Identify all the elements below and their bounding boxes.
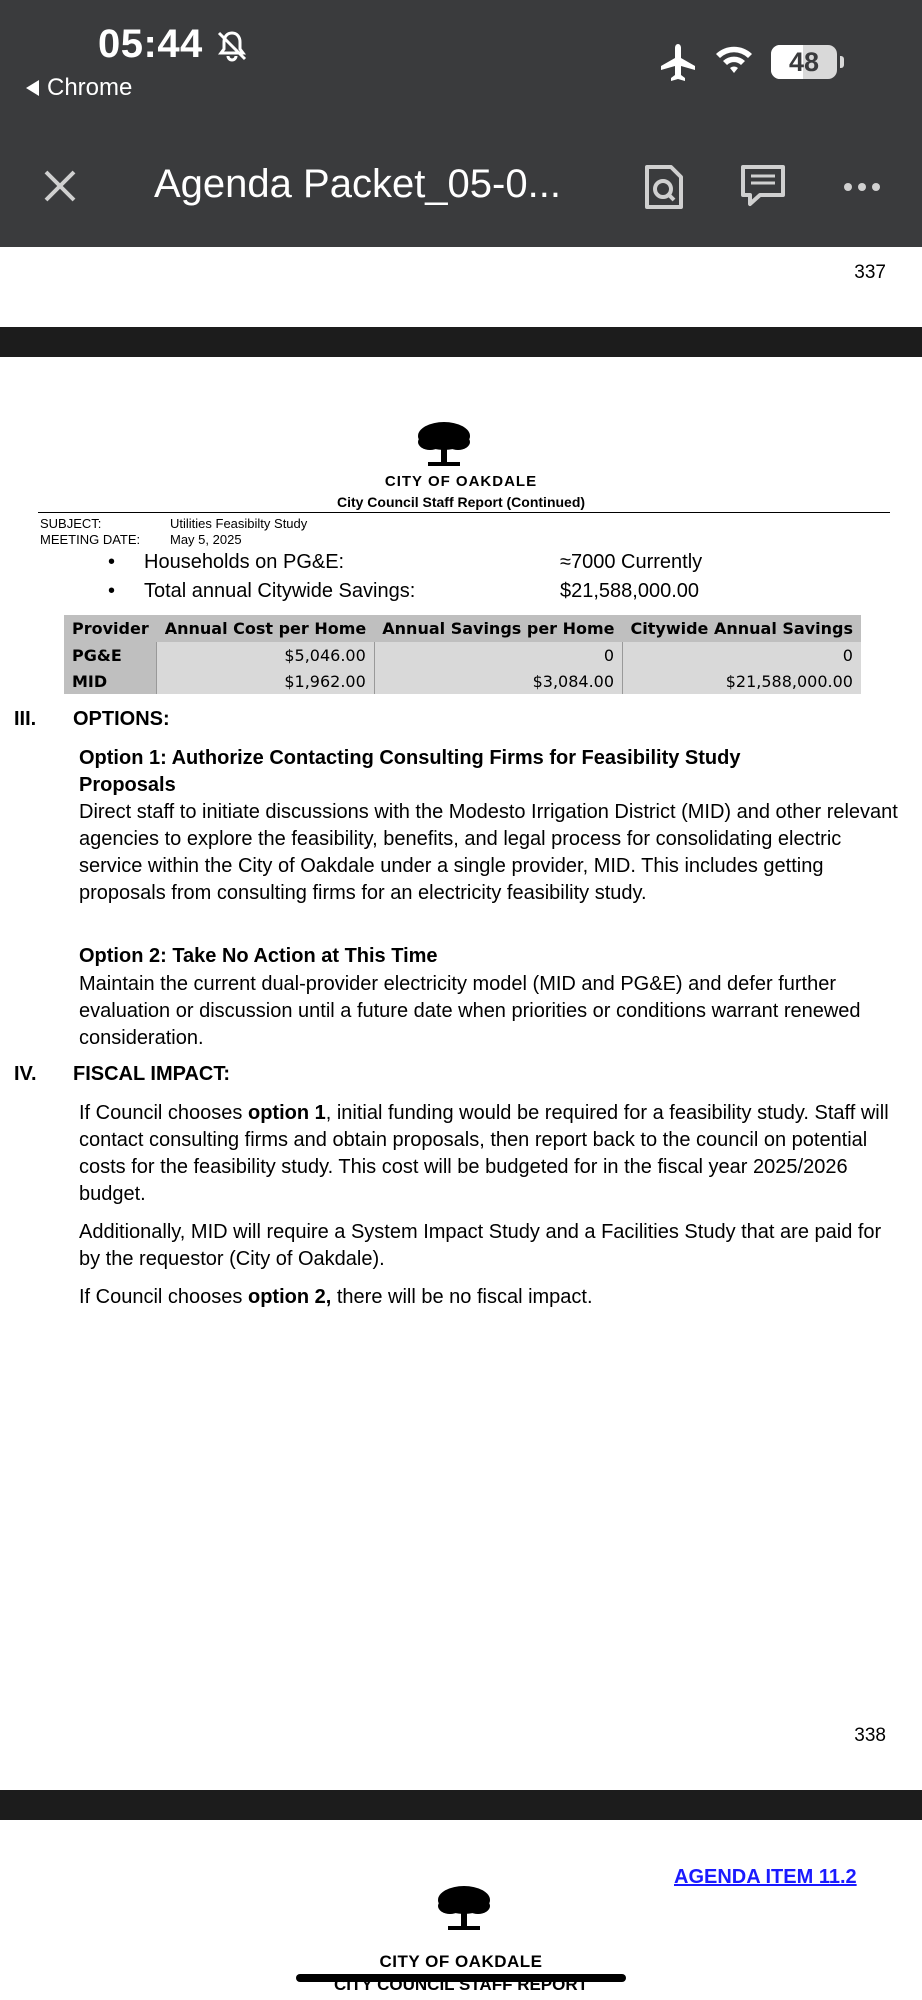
option1-body: Direct staff to initiate discussions with the Modesto Irrigation District (MID) and other relevant agencies to explore the feasibility, benefits, and legal process for consolidating electric service within the City of Oakdale under a single provider, MID. This includes getting proposals from consulting firms for an electricity feasibility study. [79,801,898,904]
section-heading-options [14,708,170,731]
page-separator [0,1790,922,1820]
more-icon[interactable] [842,178,882,196]
table-cell: $21,588,000.00 [623,668,861,694]
table-cell: 0 [374,642,622,668]
meeting-date-value: May 5, 2025 [170,532,242,547]
back-triangle-icon [26,80,39,96]
battery-indicator [771,45,837,79]
subject-line [40,516,307,531]
document-title: Agenda Packet_05-0... [154,162,561,206]
viewer-toolbar [0,0,922,247]
section-title: FISCAL IMPACT: [73,1063,231,1085]
option2-title: Option 2: Take No Action at This Time [79,945,438,967]
status-time: 05:44 [98,22,203,66]
option2-body: Maintain the current dual-provider electricity model (MID and PG&E) and defer further evaluation or discussion until a future date when priorities or conditions warrant renewed consideration. [79,973,861,1049]
table-header: Annual Cost per Home [157,615,375,642]
table-cell: $3,084.00 [374,668,622,694]
bullet-item: • Households on PG&E: ≈7000 Currently [108,551,703,573]
oak-tree-logo [436,1884,492,1932]
table-cell: MID [64,668,157,694]
bullet-value: $21,588,000.00 [560,580,700,602]
bullet-key: Households on PG&E: [144,551,345,573]
back-app-label: Chrome [47,74,133,101]
back-to-app[interactable] [26,74,132,102]
table-header-row [64,615,861,642]
option1-title: Option 1: Authorize Contacting Consulting Firms for Feasibility Study Proposals [79,747,741,796]
cost-comparison-table [64,615,861,694]
report-subtitle: City Council Staff Report (Continued) [336,494,586,510]
page-number: 338 [854,1725,886,1746]
table-cell: PG&E [64,642,157,668]
oak-tree-logo [416,420,472,468]
fiscal-paragraph-2: Additionally, MID will require a System Impact Study and a Facilities Study that are paid for by the requestor (City of Oakdale). [79,1221,882,1270]
subject-value: Utilities Feasibilty Study [170,516,308,531]
next-page-city: CITY OF OAKDALE [379,1952,543,1971]
section-number: IV. [14,1063,37,1085]
agenda-item-link[interactable]: AGENDA ITEM 11.2 [674,1866,857,1888]
next-page-subtitle: CITY COUNCIL STAFF REPORT [333,1975,589,1994]
meeting-date-label: MEETING DATE: [40,532,141,547]
table-row [64,642,861,668]
airplane-icon [658,42,698,82]
close-icon[interactable] [40,166,80,206]
bullet-value: ≈7000 Currently [560,551,703,573]
table-header: Citywide Annual Savings [623,615,861,642]
table-header: Provider [64,615,157,642]
header-rule [38,512,890,513]
table-cell: $1,962.00 [157,668,375,694]
report-city: CITY OF OAKDALE [384,473,538,490]
subject-label: SUBJECT: [40,516,102,531]
meeting-date-line [40,532,242,547]
section-heading-fiscal [14,1063,230,1086]
bell-slash-icon [214,28,250,64]
comment-icon[interactable] [740,164,786,208]
battery-percent: 48 [788,47,820,77]
wifi-icon [714,42,754,76]
search-document-icon[interactable] [643,163,685,211]
page-separator [0,327,922,357]
section-title: OPTIONS: [73,708,170,730]
bullet-item: • Total annual Citywide Savings: $21,588,000.00 [108,580,700,602]
section-number: III. [14,708,37,730]
fiscal-paragraph-3: If Council chooses option 2, there will be no fiscal impact. [79,1286,593,1308]
table-cell: $5,046.00 [157,642,375,668]
table-header: Annual Savings per Home [374,615,622,642]
table-row [64,668,861,694]
table-cell: 0 [623,642,861,668]
fiscal-paragraph-1: If Council chooses option 1, initial funding would be required for a feasibility study. Staff will contact consulting firms and obtain proposals, then report back to the council on potential costs for the feasibility study. This cost will be budgeted for in the fiscal year 2025/2026 budget. [79,1102,889,1205]
bullet-key: Total annual Citywide Savings: [144,580,416,602]
page-number: 337 [854,262,886,283]
